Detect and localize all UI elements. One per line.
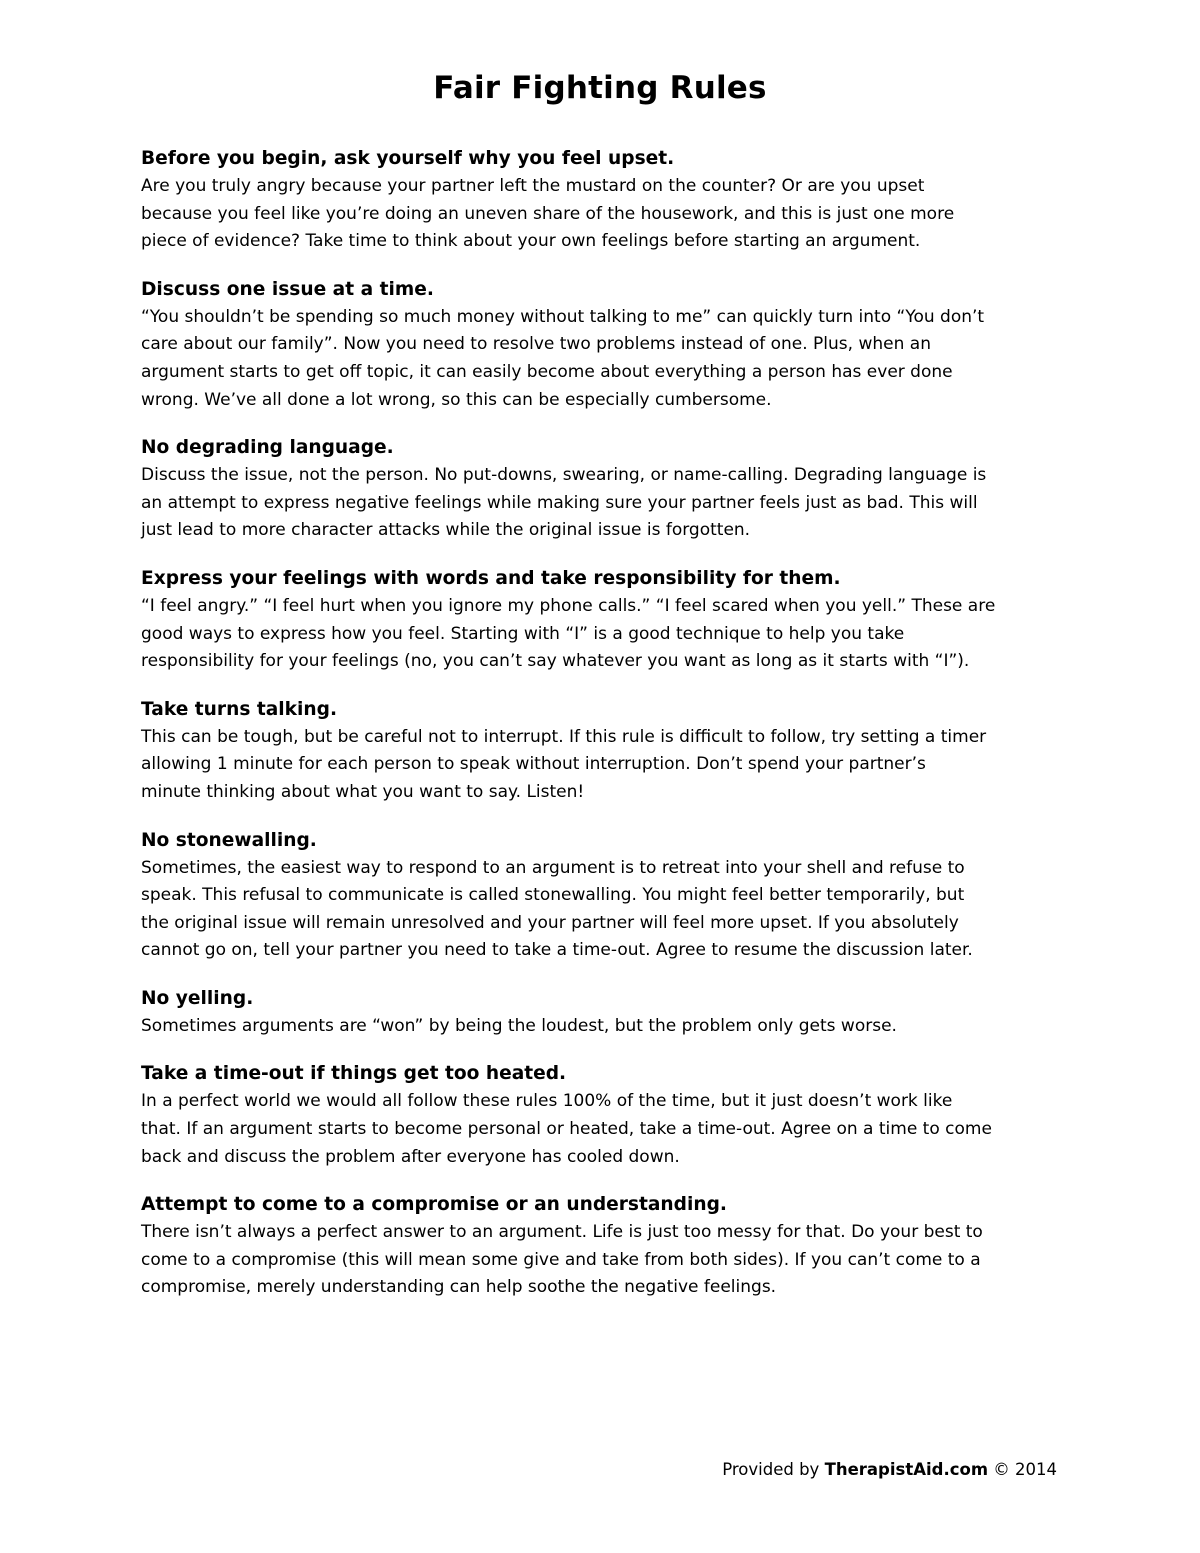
rule-heading: Express your feelings with words and take responsibility for them. <box>141 567 841 589</box>
page-title: Fair Fighting Rules <box>433 70 767 106</box>
rule-section <box>141 1191 1071 1302</box>
rule-heading: Take turns talking. <box>141 698 338 720</box>
rule-heading: Discuss one issue at a time. <box>141 278 434 300</box>
footer-prefix: Provided by <box>722 1460 825 1479</box>
rule-heading: Before you begin, ask yourself why you feel upset. <box>141 148 675 169</box>
rules-list <box>141 145 1071 1322</box>
rule-heading: No yelling. <box>141 987 254 1009</box>
rule-heading: Take a time-out if things get too heated. <box>141 1063 567 1085</box>
rule-body: Are you truly angry because your partner left the mustard on the counter? Or are you upset because you feel like you’re doing an uneven share of the housework, and this is just one more piece of evidence? Take time to think about your own feelings before starting an argument. <box>141 176 955 252</box>
rule-section <box>141 276 1071 414</box>
rule-body: This can be tough, but be careful not to interrupt. If this rule is difficult to follow, try setting a timer allowing 1 minute for each person to speak without interruption. Don’t spend your partner’s minute thinking about what you want to say. Listen! <box>141 726 987 802</box>
page-footer <box>722 1458 1057 1482</box>
rule-heading: No degrading language. <box>141 437 394 459</box>
rule-body: In a perfect world we would all follow these rules 100% of the time, but it just doesn’t work like that. If an argument starts to become personal or heated, take a time-out. Agree on a time to come back and discuss the problem after everyone has cooled down. <box>141 1091 992 1167</box>
rule-body: Sometimes, the easiest way to respond to an argument is to retreat into your shell and refuse to speak. This refusal to communicate is called stonewalling. You might feel better temporarily, but the original issue will remain unresolved and your partner will feel more upset. If you absolutely cannot go on, tell your partner you need to take a time-out. Agree to resume the discussion later. <box>141 857 973 961</box>
rule-heading: No stonewalling. <box>141 829 317 851</box>
rule-section <box>141 985 1071 1041</box>
rule-body: There isn’t always a perfect answer to an argument. Life is just too messy for that. Do your best to come to a compromise (this will mean some give and take from both sides). If you can’t come to a compromise, merely understanding can help soothe the negative feelings. <box>141 1222 983 1298</box>
rule-section <box>141 696 1071 807</box>
rule-section <box>141 827 1071 965</box>
footer-copyright: © 2014 <box>988 1460 1057 1479</box>
rule-body: Discuss the issue, not the person. No put-downs, swearing, or name-calling. Degrading language is an attempt to express negative feelings while making sure your partner feels just as bad. This will just lead to more character attacks while the original issue is forgotten. <box>141 465 987 541</box>
rule-body: “I feel angry.” “I feel hurt when you ignore my phone calls.” “I feel scared when you yell.” These are good ways to express how you feel. Starting with “I” is a good technique to help you take responsibility for your feelings (no, you can’t say whatever you want as long as it starts with “I”). <box>141 595 996 672</box>
rule-body: Sometimes arguments are “won” by being the loudest, but the problem only gets worse. <box>141 1015 897 1036</box>
rule-section <box>141 565 1071 676</box>
rule-heading: Attempt to come to a compromise or an understanding. <box>141 1194 727 1216</box>
rule-section <box>141 1060 1071 1171</box>
rule-section <box>141 145 1071 256</box>
rule-body: “You shouldn’t be spending so much money without talking to me” can quickly turn into “You don’t care about our family”. Now you need to resolve two problems instead of one. Plus, when an argument starts to get off topic, it can easily become about everything a person has ever done wrong. We’ve all done a lot wrong, so this can be especially cumbersome. <box>141 306 985 410</box>
footer-brand: TherapistAid.com <box>824 1460 989 1479</box>
rule-section <box>141 434 1071 545</box>
